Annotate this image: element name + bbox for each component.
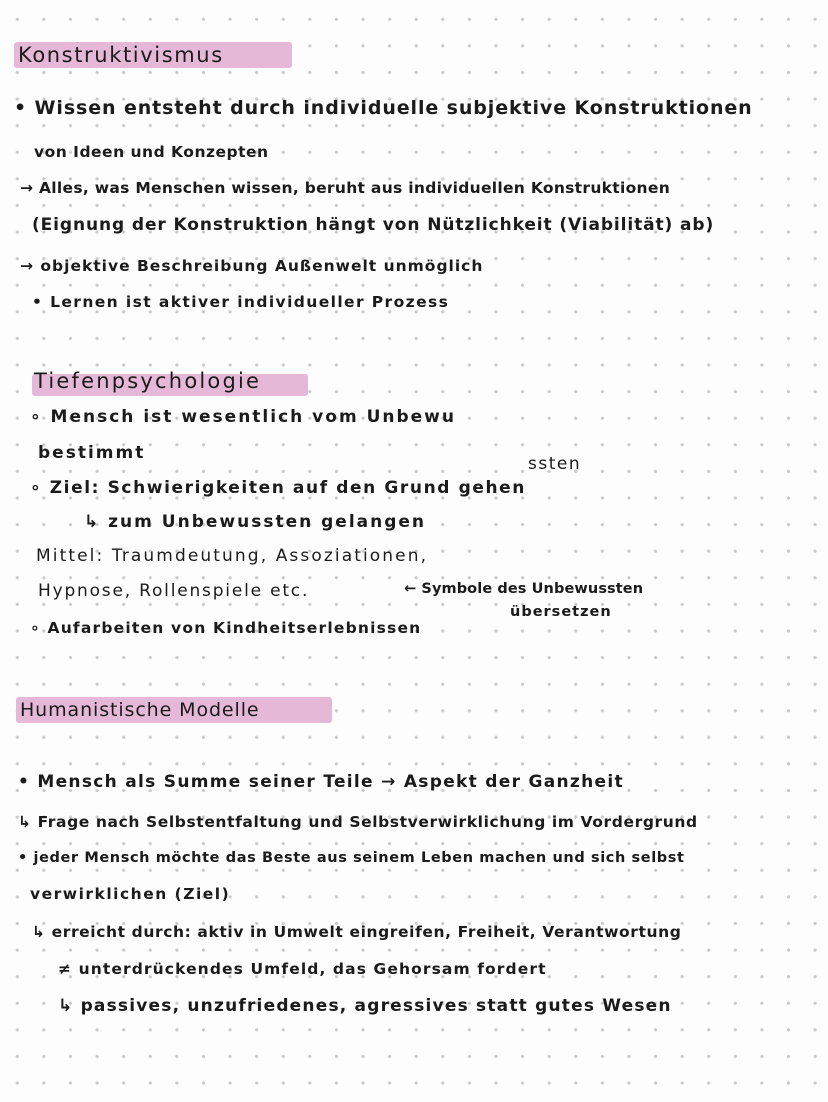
note-line: ↳ passives, unzufriedenes, agressives statt gutes Wesen xyxy=(58,996,672,1016)
note-line: ↳ zum Unbewussten gelangen xyxy=(84,512,427,532)
note-line: ∘ Mensch ist wesentlich vom Unbewu xyxy=(30,407,456,427)
note-line: (Eignung der Konstruktion hängt von Nützlichkeit (Viabilität) ab) xyxy=(32,215,715,235)
note-line: • Wissen entsteht durch individuelle subjektive Konstruktionen xyxy=(14,97,753,119)
note-line: • Lernen ist aktiver individueller Prozess xyxy=(32,293,450,311)
note-line: → objektive Beschreibung Außenwelt unmöglich xyxy=(20,257,484,275)
heading-humanistisch: Humanistische Modelle xyxy=(20,699,260,721)
note-line: ∘ Ziel: Schwierigkeiten auf den Grund gehen xyxy=(30,478,527,498)
note-line: Mittel: Traumdeutung, Assoziationen, xyxy=(36,546,429,566)
heading-konstruktivismus: Konstruktivismus xyxy=(18,43,224,67)
note-line: verwirklichen (Ziel) xyxy=(30,885,231,903)
heading-tiefenpsychologie: Tiefenpsychologie xyxy=(34,369,262,393)
note-line: bestimmt xyxy=(38,443,146,463)
note-line: von Ideen und Konzepten xyxy=(34,143,269,161)
note-line: ≠ unterdrückendes Umfeld, das Gehorsam fordert xyxy=(58,960,547,978)
note-line: ∘ Aufarbeiten von Kindheitserlebnissen xyxy=(30,619,422,637)
note-line: ← Symbole des Unbewussten xyxy=(404,581,644,597)
note-line: • Mensch als Summe seiner Teile → Aspekt der Ganzheit xyxy=(18,772,624,792)
note-line: ↳ Frage nach Selbstentfaltung und Selbstverwirklichung im Vordergrund xyxy=(18,813,698,831)
note-line: • jeder Mensch möchte das Beste aus seinem Leben machen und sich selbst xyxy=(18,850,685,866)
note-line: ssten xyxy=(528,454,582,474)
note-line: übersetzen xyxy=(510,604,612,620)
note-line: Hypnose, Rollenspiele etc. xyxy=(38,581,310,601)
note-line: → Alles, was Menschen wissen, beruht aus individuellen Konstruktionen xyxy=(20,179,671,197)
note-line: ↳ erreicht durch: aktiv in Umwelt eingreifen, Freiheit, Verantwortung xyxy=(32,923,682,941)
